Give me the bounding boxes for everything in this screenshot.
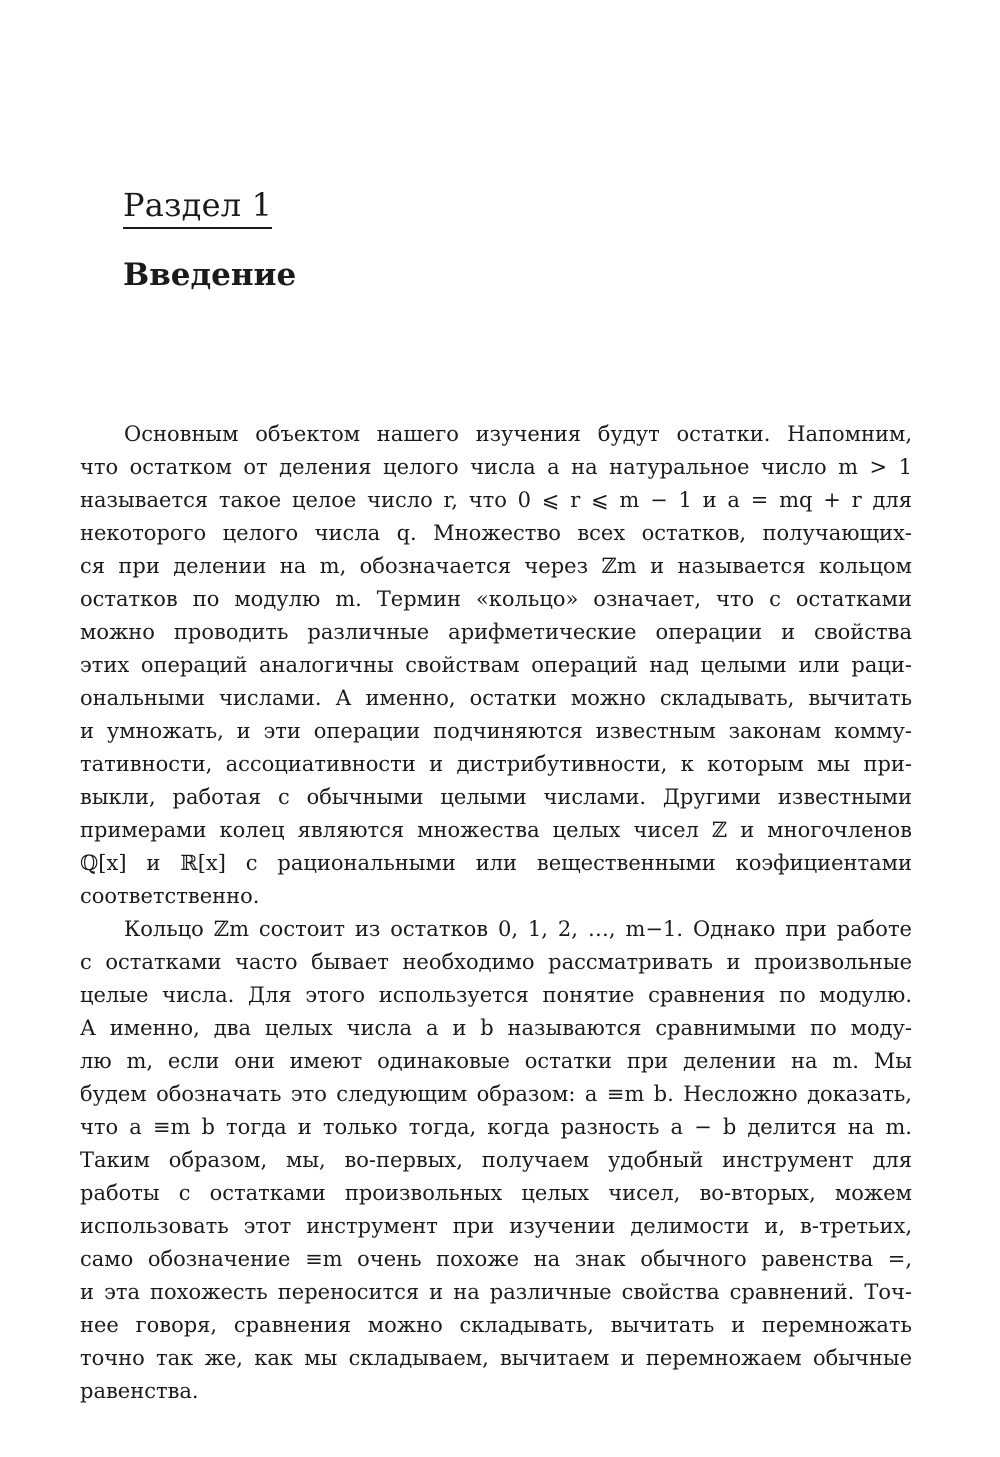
text-line: работы с остатками произвольных целых чисел, во-вторых, можем bbox=[80, 1181, 912, 1205]
text-line: А именно, два целых числа a и b называются сравнимыми по моду- bbox=[80, 1016, 912, 1040]
paragraph-2 bbox=[80, 913, 912, 1408]
text-line: что a ≡m b тогда и только тогда, когда разность a − b делится на m. bbox=[80, 1115, 912, 1139]
text-line: лю m, если они имеют одинаковые остатки при делении на m. Мы bbox=[80, 1049, 912, 1073]
text-line: ℚ[x] и ℝ[x] с рациональными или вещественными коэфициентами bbox=[80, 851, 912, 875]
paragraph-1 bbox=[80, 418, 912, 913]
text-line: выкли, работая с обычными целыми числами. Другими известными bbox=[80, 785, 912, 809]
text-line: целые числа. Для этого используется понятие сравнения по модулю. bbox=[80, 983, 912, 1007]
text-line: этих операций аналогичны свойствам операций над целыми или раци- bbox=[80, 653, 912, 677]
text-line: точно так же, как мы складываем, вычитаем и перемножаем обычные bbox=[80, 1346, 912, 1370]
text-line: само обозначение ≡m очень похоже на знак обычного равенства =, bbox=[80, 1247, 912, 1271]
text-line: ональными числами. А именно, остатки можно складывать, вычитать bbox=[80, 686, 912, 710]
text-line: можно проводить различные арифметические операции и свойства bbox=[80, 620, 912, 644]
text-line: что остатком от деления целого числа a на натуральное число m > 1 bbox=[80, 455, 912, 479]
text-line: с остатками часто бывает необходимо рассматривать и произвольные bbox=[80, 950, 912, 974]
text-line: называется такое целое число r, что 0 ⩽ r ⩽ m − 1 и a = mq + r для bbox=[80, 488, 912, 512]
text-line: Основным объектом нашего изучения будут остатки. Напомним, bbox=[124, 422, 912, 446]
text-line: равенства. bbox=[80, 1379, 199, 1403]
text-line: нее говоря, сравнения можно складывать, вычитать и перемножать bbox=[80, 1313, 912, 1337]
text-line: будем обозначать это следующим образом: a ≡m b. Несложно доказать, bbox=[80, 1082, 912, 1106]
text-line: примерами колец являются множества целых чисел ℤ и многочленов bbox=[80, 818, 912, 842]
text-line: остатков по модулю m. Термин «кольцо» означает, что с остатками bbox=[80, 587, 912, 611]
section-label: Раздел 1 bbox=[123, 186, 272, 229]
text-line: соответственно. bbox=[80, 884, 260, 908]
text-line: и эта похожесть переносится и на различные свойства сравнений. Точ- bbox=[80, 1280, 912, 1304]
text-line: Таким образом, мы, во-первых, получаем удобный инструмент для bbox=[80, 1148, 912, 1172]
text-line: тативности, ассоциативности и дистрибутивности, к которым мы при- bbox=[80, 752, 912, 776]
text-line: и умножать, и эти операции подчиняются известным законам комму- bbox=[80, 719, 912, 743]
body-text bbox=[80, 418, 912, 1408]
text-line: Кольцо ℤm состоит из остатков 0, 1, 2, …, m−1. Однако при работе bbox=[124, 917, 912, 941]
text-line: некоторого целого числа q. Множество всех остатков, получающих- bbox=[80, 521, 912, 545]
text-line: ся при делении на m, обозначается через ℤm и называется кольцом bbox=[80, 554, 912, 578]
chapter-title: Введение bbox=[123, 257, 297, 293]
text-line: использовать этот инструмент при изучении делимости и, в-третьих, bbox=[80, 1214, 912, 1238]
